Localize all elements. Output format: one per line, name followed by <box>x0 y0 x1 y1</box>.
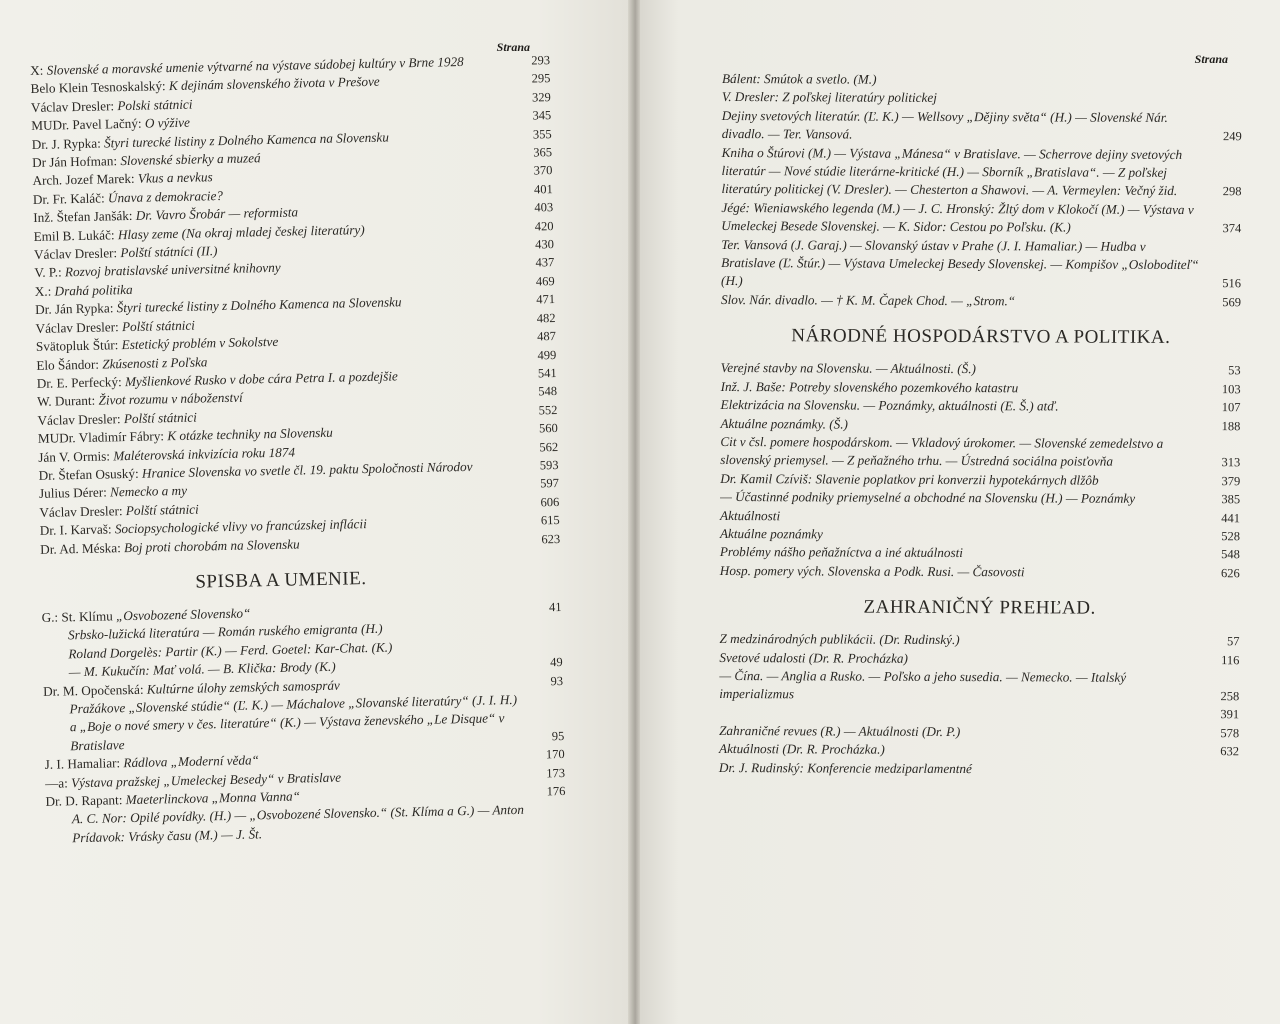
entry-author: Václav Dresler: <box>30 98 115 115</box>
entry-title: Pražákove „Slovenské stúdie“ (Ľ. K.) — Máchalove „Slovanské literatúry“ (J. I. H.) a „Boje o nové smery v čes. literatúre“ (K.) — Výstava ženevského „Le Disque“ v Bratislave <box>69 691 518 754</box>
entry-title: Kultúrne úlohy zemských samospráv <box>146 677 340 697</box>
entry-title: K otázke techniky na Slovensku <box>167 424 333 444</box>
entry-page-number: 401 <box>533 181 553 197</box>
section-heading-spisba: SPISBA A UMENIE. <box>195 568 367 593</box>
toc-entry <box>720 470 1240 491</box>
entry-title: Hranice Slovenska vo svetle čl. 19. paktu Spoločnosti Národov <box>141 458 473 481</box>
entry-author: MUDr. Pavel Lačný: <box>31 115 142 134</box>
entry-page-number: 632 <box>1220 744 1240 759</box>
entry-page-number: 57 <box>1226 634 1240 649</box>
entry-author: Václav Dresler: <box>35 318 119 336</box>
entry-title: Srbsko-lužická literatúra — Román ruského emigranta (H.) <box>67 621 383 643</box>
section-heading-zahranicny-prehlad: ZAHRANIČNÝ PREHĽAD. <box>863 596 1096 619</box>
entry-title: O výžive <box>144 114 191 131</box>
entry-author: Dr. D. Rapant: <box>45 792 123 809</box>
entry-title: Polští státnici <box>123 409 197 426</box>
toc-entry <box>720 433 1240 472</box>
entry-text: Bálent: Smútok a svetlo. (M.) <box>721 70 877 87</box>
entry-page-number: 541 <box>537 365 557 381</box>
entry-page-number: 437 <box>535 255 555 270</box>
spisba-entries <box>41 598 566 848</box>
entry-title: Slovenské a moravské umenie výtvarné na výstave súdobej kultúry v Brne 1928 <box>46 53 464 78</box>
entry-page-number: 173 <box>546 765 566 780</box>
entry-text: Dr. Kamil Czíviš: Slavenie poplatkov pri konverzii hypotekárnych dlžôb <box>720 470 1099 488</box>
entry-page-number: 188 <box>1221 418 1241 433</box>
right-column <box>719 70 1242 779</box>
entry-text: Elektrizácia na Slovensku. — Poznámky, aktuálnosti (E. Š.) atď. <box>720 397 1059 414</box>
left-column <box>30 51 566 848</box>
entry-author: —a: <box>44 774 68 791</box>
toc-entry <box>722 70 1242 91</box>
entry-text: Kniha o Štúrovi (M.) — Výstava „Mánesa“ v Bratislave. — Scherrove dejiny svetových literatúr — Nové stúdie literárne-kritické (H.) — Sborník „Bratislava“. — Z poľskej literatúry politickej (V. Dresler). — Chesterton a Shawovi. — A. Vermeylen: Večný žid. <box>721 144 1183 199</box>
entry-title: Dr. Vavro Šrobár — reformista <box>135 204 299 224</box>
entry-author: J. I. Hamaliar: <box>44 755 121 773</box>
entry-author: Dr. Ján Rypka: <box>35 300 114 318</box>
entry-page-number: 295 <box>531 71 551 86</box>
entry-author: Dr. Fr. Kaláč: <box>32 190 105 207</box>
entry-title: — M. Kukučín: Mať volá. — B. Klička: Brody (K.) <box>68 658 336 680</box>
entry-page-number: 103 <box>1221 381 1241 396</box>
entry-page-number: 562 <box>539 439 559 454</box>
entry-page-number: 569 <box>1222 295 1242 310</box>
left-entries <box>30 51 560 559</box>
entry-text: Ter. Vansová (J. Garaj.) — Slovanský ústav v Prahe (J. I. Hamaliar.) — Hudba v Bratislave (Ľ. Štúr.) — Výstava Umeleckej Besedy Slovenskej. — Kompišov „Osloboditeľ“ (H.) <box>721 236 1199 289</box>
entry-title: Sociopsychologické vlivy vo francúzskej inflácii <box>114 516 367 537</box>
entry-text <box>69 691 524 756</box>
entry-text: Aktuálnosti <box>720 507 781 523</box>
toc-entry <box>720 414 1240 435</box>
entry-page-number: 441 <box>1221 510 1241 525</box>
entry-page-number: 176 <box>546 783 566 799</box>
entry-page-number: 623 <box>541 531 561 546</box>
left-page <box>0 0 632 1024</box>
entry-page-number: 482 <box>536 310 556 326</box>
toc-entry <box>721 199 1241 238</box>
entry-title: „Osvobozené Slovensko“ <box>115 605 251 624</box>
entry-author: Dr. Štefan Osuský: <box>38 465 139 483</box>
entry-author: Dr Ján Hofman: <box>31 153 118 171</box>
entry-page-number: 597 <box>540 476 560 491</box>
entry-title: Polští státnici <box>121 317 196 334</box>
entry-title: Únava z demokracie? <box>107 187 224 206</box>
entry-text: Aktuálne poznámky. (Š.) <box>720 415 848 432</box>
entry-title: Boj proti chorobám na Slovensku <box>123 536 300 555</box>
entry-author: Dr. Ad. Méska: <box>40 539 121 557</box>
entry-text: V. Dresler: Z poľskej literatúry politickej <box>721 89 937 106</box>
entry-title: Maléterovská inkvizícia roku 1874 <box>113 444 296 463</box>
entry-page-number: 95 <box>551 728 565 744</box>
entry-title: A. C. Nor: Opilé povídky. (H.) — „Osvobozené Slovensko.“ (St. Klíma a G.) — Anton Prídavok: Vrásky času (M.) — J. Št. <box>71 802 525 846</box>
entry-page-number: 548 <box>538 384 558 399</box>
entry-author: X: <box>30 62 44 78</box>
entry-author: X.: <box>34 283 52 299</box>
entry-title: Život rozumu v náboženství <box>98 389 243 408</box>
entry-author: Arch. Jozef Marek: <box>32 171 135 189</box>
toc-entry <box>720 396 1240 417</box>
strana-label-left: Strana <box>496 40 530 54</box>
entry-page-number: 560 <box>538 421 558 436</box>
entry-author: G.: St. Klímu <box>41 608 113 625</box>
entry-author: W. Durant: <box>36 393 96 410</box>
entry-page-number: 41 <box>548 599 562 615</box>
entry-page-number: 499 <box>537 347 557 362</box>
toc-entry <box>720 525 1240 546</box>
entry-author: V. P.: <box>34 264 62 281</box>
section-heading-narodne-hospodarstvo: NÁRODNÉ HOSPODÁRSTVO A POLITIKA. <box>791 325 1171 349</box>
entry-page-number: 516 <box>1222 276 1242 291</box>
right-entries <box>721 70 1242 312</box>
entry-title: Rozvoj bratislavské universitné knihovny <box>64 260 281 280</box>
entry-page-number: 298 <box>1222 184 1242 199</box>
toc-entry <box>721 144 1241 201</box>
entry-author: Dr. I. Karvaš: <box>39 521 112 539</box>
entry-author: Václav Dresler: <box>39 502 123 520</box>
entry-page-number: 403 <box>534 200 554 215</box>
entry-page-number: 93 <box>550 673 564 688</box>
entry-author: Dr. J. Rypka: <box>31 135 101 152</box>
entry-author: Belo Klein Tesnoskalský: <box>30 78 166 97</box>
entry-page-number: 385 <box>1221 492 1241 507</box>
toc-entry <box>719 740 1239 761</box>
entry-text: — Účastinné podniky priemyselné a obchodné na Slovensku (H.) — Poznámky <box>720 489 1136 506</box>
entry-text: Cit v čsl. pomere hospodárskom. — Vkladový úrokomer. — Slovenské zemedelstvo a slovenský priemysel. — Z peňažného trhu. — Ústredná sociálna poisťovňa <box>720 433 1164 470</box>
toc-entry <box>720 562 1240 583</box>
entry-author: Václav Dresler: <box>37 410 121 428</box>
entry-page-number: 116 <box>1221 652 1240 667</box>
entry-title: Maeterlinckova „Monna Vanna“ <box>125 788 301 808</box>
entry-page-number: 471 <box>536 292 556 307</box>
toc-entry <box>721 236 1241 293</box>
toc-entry <box>721 359 1241 380</box>
entry-page-number: 469 <box>535 273 555 289</box>
toc-entry <box>719 759 1239 780</box>
entry-title: Výstava pražskej „Umeleckej Besedy“ v Bratislave <box>70 769 342 790</box>
entry-title: Drahá politika <box>54 281 133 299</box>
entry-page-number: 430 <box>535 237 555 252</box>
entry-text: Verejné stavby na Slovensku. — Aktuálnosti. (Š.) <box>720 360 977 377</box>
entry-page-number: 552 <box>538 402 558 418</box>
entry-page-number: 615 <box>540 513 560 528</box>
entry-page-number: 626 <box>1221 565 1240 581</box>
toc-entry <box>719 667 1239 706</box>
entry-title: K dejinám slovenského života v Prešove <box>168 74 380 94</box>
toc-entry <box>720 507 1240 528</box>
entry-title: Štyri turecké listiny z Dolného Kamenca na Slovensku <box>116 294 402 316</box>
entry-text: Aktuálne poznámky <box>719 525 823 542</box>
entry-page-number: 379 <box>1221 473 1241 488</box>
entry-title: Polští státnici <box>125 501 199 518</box>
zahranicny-prehlad-entries <box>719 630 1240 779</box>
entry-page-number: 107 <box>1221 400 1241 415</box>
entry-text: Hosp. pomery vých. Slovenska a Podk. Rusi. — Časovosti <box>719 562 1025 580</box>
toc-entry <box>720 488 1240 509</box>
entry-page-number: 548 <box>1221 547 1240 562</box>
toc-entry <box>722 88 1242 109</box>
entry-author: Julius Dérer: <box>38 484 107 502</box>
entry-page-number: 606 <box>540 494 560 510</box>
entry-author: Ján V. Ormis: <box>38 447 111 465</box>
entry-title: Rádlova „Moderní věda“ <box>123 752 260 771</box>
right-page <box>640 0 1280 1024</box>
entry-text: Dejiny svetových literatúr. (Ľ. K.) — Wellsovy „Dějiny světa“ (H.) — Slovenské Nár. divadlo. — Ter. Vansová. <box>721 107 1168 142</box>
toc-entry <box>721 291 1241 312</box>
entry-author: Václav Dresler: <box>33 245 118 263</box>
entry-text: Problémy nášho peňažníctva a iné aktuálnosti <box>719 544 964 561</box>
entry-page-number: 420 <box>534 218 554 234</box>
entry-author: Elo Šándor: <box>36 356 100 373</box>
strana-label-right: Strana <box>1194 52 1228 66</box>
entry-author: Svätopluk Štúr: <box>35 337 119 355</box>
entry-page-number: 391 <box>1220 707 1240 722</box>
entry-page-number: 53 <box>1228 363 1241 378</box>
entry-title: Polští státníci (II.) <box>120 243 218 261</box>
entry-title: Myšlienkové Rusko v dobe cára Petra I. a pozdejšie <box>124 368 398 389</box>
entry-title: Štyri turecké listiny z Dolného Kamenca na Slovensku <box>103 129 389 151</box>
entry-author: MUDr. Vladimír Fábry: <box>37 428 165 447</box>
entry-page-number: 249 <box>1222 129 1242 144</box>
entry-text: — Čína. — Anglia a Rusko. — Poľsko a jeho susedia. — Nemecko. — Italský imperializmus <box>719 667 1127 702</box>
toc-entry <box>719 704 1239 724</box>
entry-author: Dr. M. Opočenská: <box>43 681 144 699</box>
narodne-hospodarstvo-entries <box>720 359 1241 582</box>
entry-page-number: 365 <box>533 145 553 160</box>
entry-title: Roland Dorgelès: Partir (K.) — Ferd. Goetel: Kar-Chat. (K.) <box>68 639 393 662</box>
entry-page-number: 329 <box>531 89 551 105</box>
entry-title: Slovenské sbierky a muzeá <box>120 150 261 169</box>
entry-page-number: 355 <box>532 126 552 142</box>
entry-title: Estetický problém v Sokolstve <box>121 333 279 353</box>
entry-page-number: 258 <box>1220 689 1240 704</box>
entry-page-number: 313 <box>1221 455 1241 470</box>
entry-text: Aktuálnosti (Dr. R. Procházka.) <box>719 741 885 757</box>
entry-title: Zkúsenosti z Poľska <box>102 353 208 372</box>
entry-text: Z medzinárodných publikácii. (Dr. Rudinský.) <box>719 631 960 648</box>
entry-title: Nemecko a my <box>109 483 188 500</box>
entry-title: Hlasy zeme (Na okraj mladej českej literatúry) <box>117 221 365 242</box>
entry-text: Zahraničné revues (R.) — Aktuálnosti (Dr. P.) <box>719 722 961 739</box>
entry-text: Dr. J. Rudinský: Konferencie medziparlamentné <box>718 759 972 776</box>
entry-page-number: 345 <box>532 108 552 123</box>
entry-page-number: 578 <box>1220 725 1240 741</box>
toc-entry <box>719 649 1239 670</box>
entry-page-number: 528 <box>1221 529 1241 544</box>
entry-page-number: 487 <box>536 329 557 344</box>
toc-entry <box>720 543 1240 564</box>
toc-entry <box>722 107 1242 146</box>
toc-entry <box>719 722 1239 743</box>
entry-text: Svetové udalosti (Dr. R. Procházka) <box>719 649 908 666</box>
entry-author: Emil B. Lukáč: <box>33 226 115 244</box>
entry-title: Vkus a nevkus <box>137 169 213 187</box>
toc-entry <box>719 630 1239 651</box>
entry-page-number: 370 <box>533 163 553 178</box>
entry-text: Inž. J. Baše: Potreby slovenského pozemkového katastru <box>720 378 1019 395</box>
entry-text: Jégé: Wieniawského legenda (M.) — J. C. Hronský: Žltý dom v Klokočí (M.) — Výstava v Umeleckej Besede Slovenskej. — K. Sidor: Cestou po Poľsku. (K.) <box>721 199 1194 235</box>
entry-page-number: 593 <box>539 457 559 473</box>
entry-page-number: 374 <box>1222 221 1242 236</box>
entry-text: Slov. Nár. divadlo. — † K. M. Čapek Chod. — „Strom.“ <box>720 291 1016 309</box>
entry-page-number: 49 <box>550 655 563 670</box>
toc-entry <box>721 378 1241 399</box>
entry-author: Inž. Štefan Janšák: <box>33 208 133 226</box>
entry-page-number: 293 <box>531 53 551 68</box>
entry-title: Polski státnici <box>117 96 193 113</box>
entry-author: Dr. E. Perfecký: <box>36 374 122 391</box>
entry-page-number: 170 <box>545 747 565 762</box>
